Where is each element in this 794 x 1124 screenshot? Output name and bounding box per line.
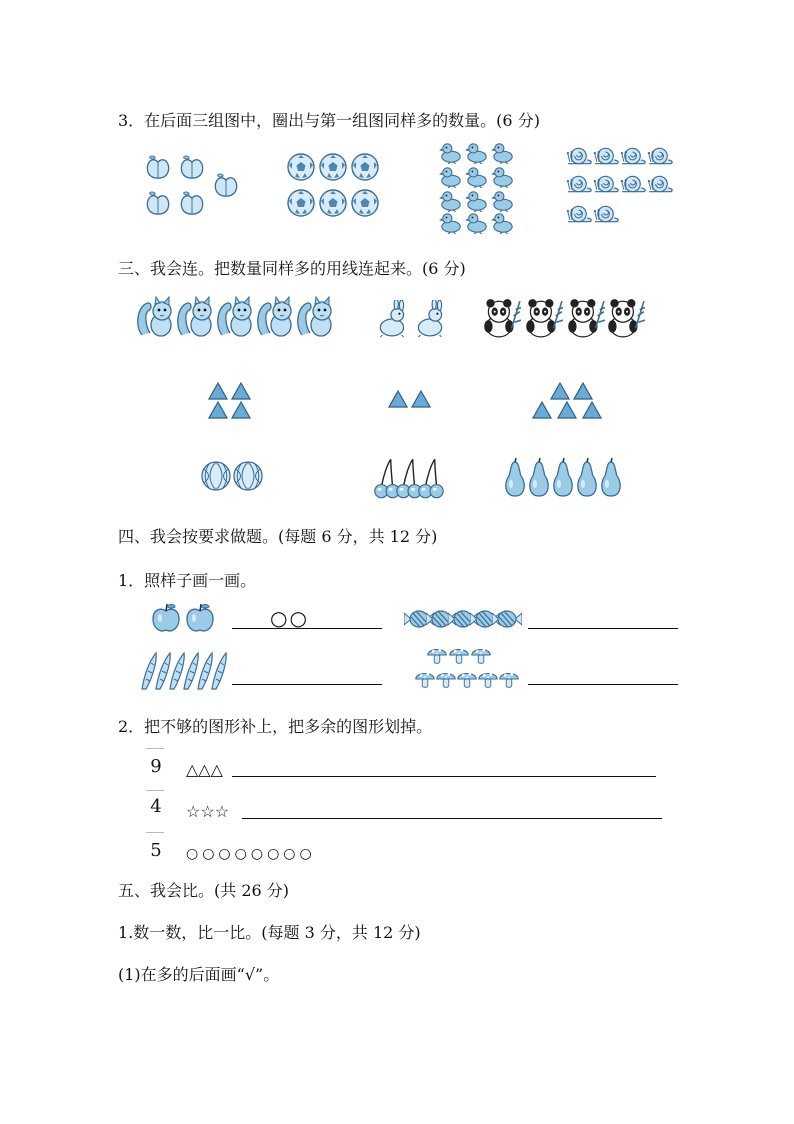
- snail-icon: [566, 144, 676, 230]
- triangle-icon: [206, 380, 254, 420]
- candy-icon: [404, 606, 524, 632]
- triangle-row: △△△: [186, 760, 223, 779]
- panda-icon: [480, 294, 646, 346]
- rabbit-icon: [374, 296, 450, 342]
- answer-line-stars[interactable]: [242, 818, 662, 819]
- pear-icon: [502, 456, 632, 500]
- watermelon-icon: [198, 456, 270, 496]
- answer-line-mushroom[interactable]: [528, 684, 678, 685]
- answer-line-candy[interactable]: [528, 628, 678, 629]
- triangle-icon: [386, 388, 434, 410]
- answer-line-apple[interactable]: [232, 628, 382, 629]
- triangle-icon: [530, 380, 614, 420]
- question-5-1-text: 1.数一数，比一比。(每题 3 分，共 12 分): [118, 923, 421, 942]
- carrot-icon: [140, 650, 236, 692]
- section-5-heading: 五、我会比。(共 26 分): [118, 881, 290, 900]
- duck-icon: [438, 142, 518, 234]
- apple-icon: [148, 600, 220, 638]
- peach-icon: [140, 150, 250, 222]
- question-5-1-1-text: (1)在多的后面画“√”。: [118, 965, 280, 984]
- sample-circles: ○○: [270, 606, 309, 630]
- cherry-icon: [370, 454, 450, 502]
- answer-line-carrot[interactable]: [232, 684, 382, 685]
- question-3-text: 3．在后面三组图中，圈出与第一组图同样多的数量。(6 分): [118, 111, 540, 130]
- target-number: 4: [150, 796, 162, 817]
- section-3-heading: 三、我会连。把数量同样多的用线连起来。(6 分): [118, 259, 466, 278]
- circle-row: ○○○○○○○○: [186, 846, 316, 862]
- number-box-top: [146, 748, 164, 749]
- answer-line-triangles[interactable]: [232, 776, 656, 777]
- section-4-heading: 四、我会按要求做题。(每题 6 分，共 12 分): [118, 527, 438, 546]
- mushroom-icon: [414, 644, 520, 692]
- soccer-ball-icon: [284, 150, 384, 222]
- number-box-top: [146, 790, 164, 791]
- question-4-2-text: 2．把不够的图形补上，把多余的图形划掉。: [118, 717, 433, 736]
- target-number: 5: [150, 840, 162, 861]
- squirrel-icon: [136, 292, 336, 344]
- target-number: 9: [150, 756, 162, 777]
- star-row: ☆☆☆: [186, 802, 230, 821]
- question-4-1-text: 1．照样子画一画。: [118, 571, 257, 590]
- number-box-top: [146, 832, 164, 833]
